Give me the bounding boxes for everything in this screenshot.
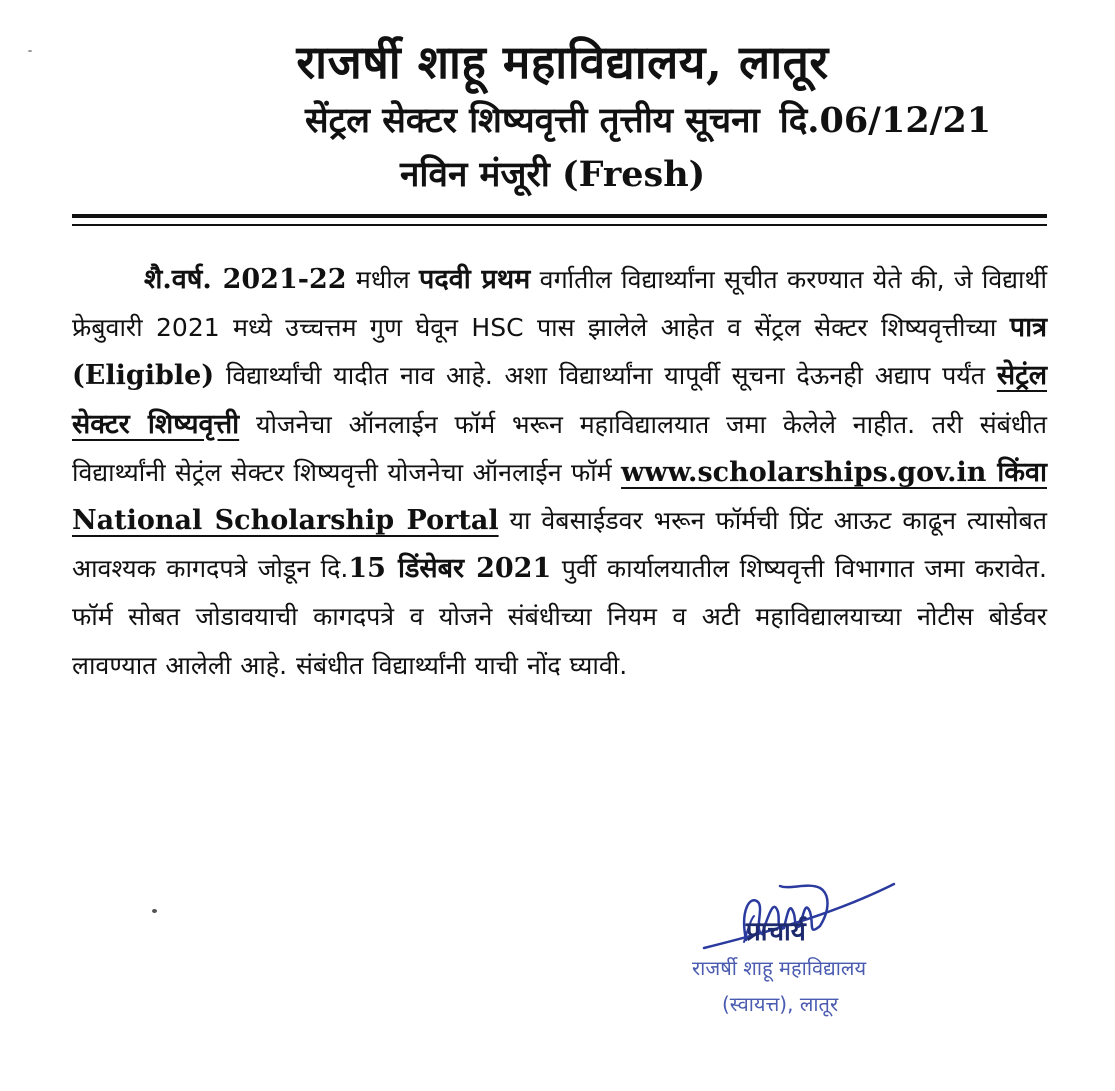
approval-type: नविन मंजूरी (Fresh)	[400, 154, 706, 195]
body-text-1: मधील	[346, 265, 420, 294]
body-text-4: योजनेचा ऑनलाईन फॉर्म भरून महाविद्यालयात जमा केलेले नाहीत. तरी संबंधीत विद्यार्थ्यांनी सेट्रंल सेक्टर शिष्यवृत्ती योजनेचा ऑनलाईन फॉर्म	[72, 409, 1047, 487]
scheme-name: सेट्रंल सेक्टर शिष्यवृत्ती	[72, 360, 1047, 440]
stamp-college-name: राजर्षी शाहू महाविद्यालय	[692, 956, 867, 980]
class-name: पदवी प्रथम	[419, 264, 531, 295]
body-text-2: वर्गातील विद्यार्थ्यांना सूचीत करण्यात येते की, जे विद्यार्थी फ्रेबुवारी 2021 मध्ये उच्चत्तम गुण घेवून HSC पास झालेले आहेत व सेंट्रल सेक्टर शिष्यवृत्तीच्या	[72, 265, 1047, 343]
notice-title-line	[305, 96, 991, 143]
scan-speck	[152, 909, 157, 913]
body-text-5: या वेबसाईडवर भरून फॉर्मची प्रिंट आऊट काढून त्यासोबत आवश्यक कागदपत्रे जोडून दि.	[72, 506, 1047, 584]
academic-year: शै.वर्ष. 2021-22	[144, 264, 347, 295]
body-text-6: पुर्वी कार्यालयातील शिष्यवृत्ती विभागात जमा करावेत. फॉर्म सोबत जोडावयाची कागदपत्रे व योजने संबंधीच्या नियम व अटी महाविद्यालयाच्या नोटीस बोर्डवर लावण्यात आलेली आहे. संबंधीत विद्यार्थ्यांनी याची नोंद घ्यावी.	[72, 554, 1047, 680]
deadline-date: 15 डिंसेबर 2021	[348, 553, 552, 585]
eligible-label: पात्र (Eligible)	[72, 312, 1047, 392]
college-name: राजर्षी शाहू महाविद्यालय, लातूर	[296, 35, 829, 89]
signatory-designation: प्राचार्य	[746, 917, 806, 947]
portal-link: www.scholarships.gov.in किंवा National Scholarship Portal	[72, 456, 1047, 537]
body-text-3: विद्यार्थ्यांची यादीत नाव आहे. अशा विद्यार्थ्यांना यापूर्वी सूचना देऊनही अद्याप पर्यंत	[214, 361, 997, 391]
header-divider-thick	[72, 214, 1047, 218]
header-divider-thin	[72, 224, 1047, 226]
notice-body	[72, 256, 1047, 690]
stamp-location: (स्वायत्त), लातूर	[722, 992, 839, 1016]
notice-date: दि.06/12/21	[779, 100, 992, 141]
scan-speck	[28, 50, 32, 52]
notice-title: सेंट्रल सेक्टर शिष्यवृत्ती तृत्तीय सूचना	[305, 100, 760, 141]
